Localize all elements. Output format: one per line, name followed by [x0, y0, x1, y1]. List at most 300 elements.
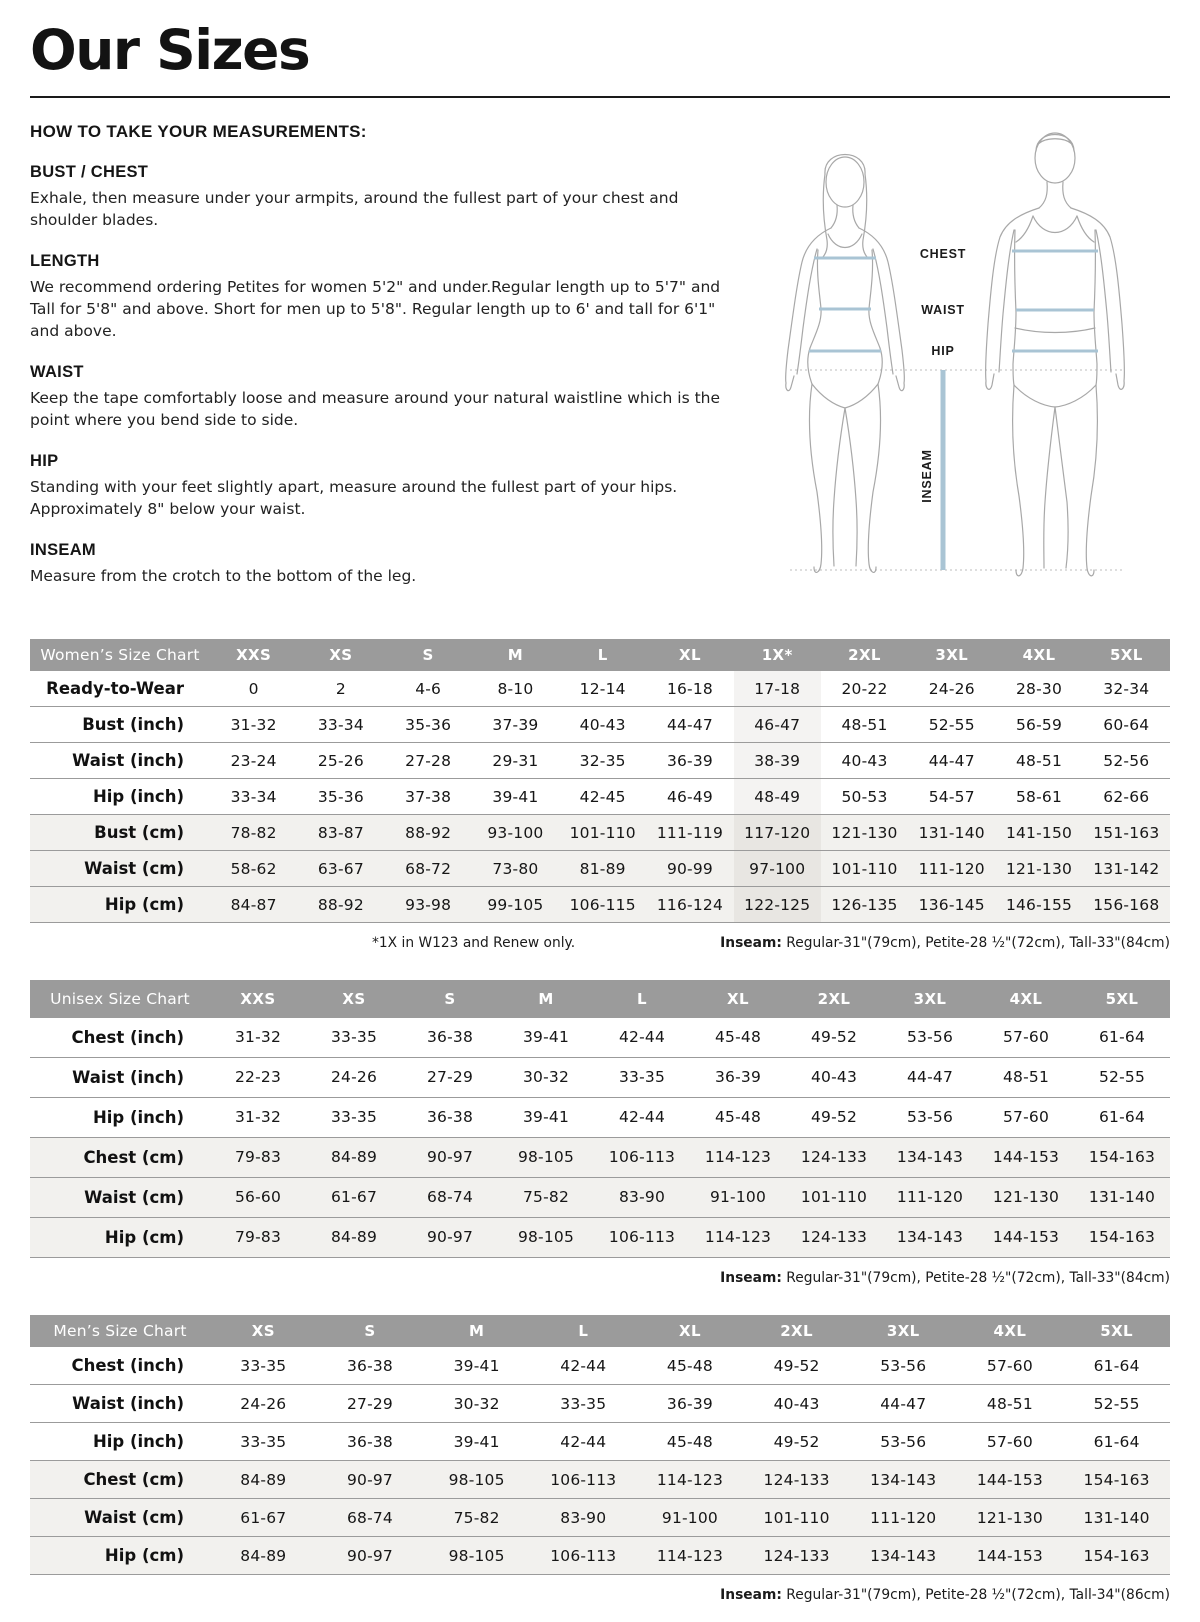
row-label: Chest (inch)	[71, 1356, 184, 1376]
size-cell: 121-130	[1005, 859, 1073, 878]
column-header-xs: XS	[297, 639, 384, 671]
inseam-note: Inseam: Regular-31"(79cm), Petite-28 ½"(72cm), Tall-34"(86cm)	[720, 1587, 1170, 1604]
measurements-section	[30, 122, 1170, 614]
size-cell: 39-41	[492, 787, 539, 806]
size-cell: 36-39	[714, 1068, 762, 1087]
table-row-hip-inch	[30, 1423, 1170, 1461]
column-header-3xl: 3XL	[850, 1315, 957, 1347]
size-cell: 106-115	[569, 895, 636, 914]
size-cell: 27-28	[405, 751, 452, 770]
size-cell: 2	[335, 679, 346, 698]
size-cell: 98-105	[448, 1546, 505, 1565]
size-cell: 39-41	[522, 1028, 570, 1047]
size-cell: 61-64	[1098, 1028, 1146, 1047]
size-cell: 131-142	[1093, 859, 1160, 878]
size-cell: 40-43	[579, 715, 626, 734]
size-cell: 24-26	[240, 1394, 287, 1413]
size-cell: 46-47	[734, 707, 821, 743]
column-header-xl: XL	[690, 980, 786, 1017]
size-cell: 84-89	[240, 1470, 287, 1489]
size-cell: 101-110	[831, 859, 898, 878]
table-row-hip-cm	[30, 1217, 1170, 1257]
column-header-l: L	[530, 1315, 637, 1347]
column-header-5xl: 5XL	[1074, 980, 1170, 1017]
size-cell: 48-51	[1016, 751, 1063, 770]
size-cell: 35-36	[317, 787, 364, 806]
size-cell: 144-153	[976, 1546, 1043, 1565]
measure-paragraph-inseam: Measure from the crotch to the bottom of the leg.	[30, 566, 417, 585]
row-label: Waist (cm)	[84, 859, 184, 879]
size-cell: 75-82	[522, 1188, 570, 1207]
column-header-xs: XS	[210, 1315, 317, 1347]
header-row	[30, 1315, 1170, 1347]
size-cell: 79-83	[234, 1228, 282, 1247]
row-label: Waist (cm)	[84, 1187, 184, 1207]
row-label: Hip (inch)	[92, 1432, 184, 1452]
table-title: Women’s Size Chart	[30, 639, 210, 671]
size-cell: 117-120	[734, 815, 821, 851]
table-row-waist-inch	[30, 743, 1170, 779]
size-cell: 42-44	[560, 1432, 607, 1451]
measure-heading-bust-chest: BUST / CHEST	[30, 162, 149, 181]
size-cell: 62-66	[1103, 787, 1150, 806]
measure-heading-length: LENGTH	[30, 251, 100, 270]
size-cell: 61-64	[1093, 1356, 1140, 1375]
size-cell: 39-41	[522, 1108, 570, 1127]
column-header-l: L	[594, 980, 690, 1017]
size-cell: 91-100	[709, 1188, 767, 1207]
size-cell: 98-105	[448, 1470, 505, 1489]
table-row-hip-inch	[30, 779, 1170, 815]
table-row-chest-inch	[30, 1017, 1170, 1057]
column-header-m: M	[498, 980, 594, 1017]
column-header-3xl: 3XL	[882, 980, 978, 1017]
size-cell: 30-32	[522, 1068, 570, 1087]
size-table-block-men-s-size-chart	[30, 1315, 1170, 1604]
size-cell: 45-48	[714, 1108, 762, 1127]
row-label: Waist (inch)	[72, 751, 184, 771]
measure-heading-hip: HIP	[30, 451, 59, 470]
measurement-diagram	[750, 118, 1170, 598]
size-cell: 42-44	[618, 1028, 666, 1047]
men-s-size-chart-table	[30, 1315, 1170, 1576]
column-header-xl: XL	[637, 1315, 744, 1347]
size-cell: 12-14	[579, 679, 626, 698]
table-row-bust-cm	[30, 815, 1170, 851]
column-header-xxs: XXS	[210, 980, 306, 1017]
footnote-note: *1X in W123 and Renew only.	[372, 935, 576, 952]
size-cell: 83-87	[317, 823, 364, 842]
size-cell: 68-72	[405, 859, 452, 878]
size-cell: 33-35	[240, 1356, 287, 1375]
inseam-note-label: Inseam:	[720, 1587, 782, 1604]
inseam-note-label: Inseam:	[720, 935, 782, 952]
size-cell: 121-130	[992, 1188, 1060, 1207]
size-cell: 53-56	[880, 1432, 927, 1451]
column-header-s: S	[317, 1315, 424, 1347]
size-cell: 106-113	[608, 1228, 676, 1247]
size-cell: 93-100	[487, 823, 544, 842]
inseam-note: Inseam: Regular-31"(79cm), Petite-28 ½"(72cm), Tall-33"(84cm)	[720, 1269, 1170, 1286]
size-cell: 90-97	[426, 1228, 474, 1247]
size-cell: 33-34	[317, 715, 364, 734]
size-cell: 111-120	[870, 1508, 937, 1527]
size-cell: 101-110	[763, 1508, 830, 1527]
row-label: Bust (cm)	[94, 823, 184, 843]
size-cell: 134-143	[896, 1228, 964, 1247]
size-cell: 31-32	[234, 1108, 282, 1127]
size-cell: 57-60	[986, 1356, 1033, 1375]
waist-label: WAIST	[921, 302, 965, 317]
size-cell: 91-100	[661, 1508, 718, 1527]
size-cell: 57-60	[1002, 1108, 1050, 1127]
hip-label: HIP	[931, 343, 955, 358]
size-cell: 154-163	[1083, 1546, 1150, 1565]
size-cell: 144-153	[992, 1148, 1060, 1167]
size-cell: 124-133	[800, 1148, 868, 1167]
size-cell: 58-62	[230, 859, 277, 878]
size-cell: 81-89	[579, 859, 626, 878]
page-title: Our Sizes	[30, 18, 310, 82]
size-cell: 29-31	[492, 751, 539, 770]
column-header-5xl: 5XL	[1083, 639, 1170, 671]
size-cell: 27-29	[426, 1068, 474, 1087]
size-cell: 154-163	[1088, 1228, 1156, 1247]
size-cell: 53-56	[906, 1028, 954, 1047]
size-cell: 45-48	[666, 1356, 713, 1375]
size-cell: 122-125	[734, 887, 821, 923]
row-label: Bust (inch)	[82, 715, 184, 735]
table-row-hip-inch	[30, 1097, 1170, 1137]
column-header-s: S	[402, 980, 498, 1017]
column-header-3xl: 3XL	[908, 639, 995, 671]
size-cell: 154-163	[1088, 1148, 1156, 1167]
size-cell: 20-22	[841, 679, 888, 698]
size-cell: 53-56	[880, 1356, 927, 1375]
size-cell: 75-82	[453, 1508, 500, 1527]
size-cell: 56-60	[234, 1188, 282, 1207]
column-header-m: M	[472, 639, 559, 671]
size-cell: 88-92	[405, 823, 452, 842]
title-divider	[30, 96, 1170, 98]
male-figure	[986, 133, 1125, 576]
size-cell: 141-150	[1005, 823, 1073, 842]
size-cell: 49-52	[810, 1028, 858, 1047]
how-to-sections	[30, 163, 735, 587]
table-row-chest-cm	[30, 1461, 1170, 1499]
size-cell: 61-64	[1098, 1108, 1146, 1127]
column-header-4xl: 4XL	[978, 980, 1074, 1017]
size-cell: 146-155	[1005, 895, 1073, 914]
column-header-2xl: 2XL	[821, 639, 908, 671]
size-cell: 53-56	[906, 1108, 954, 1127]
size-cell: 42-44	[560, 1356, 607, 1375]
table-row-waist-cm	[30, 1499, 1170, 1537]
size-cell: 33-35	[560, 1394, 607, 1413]
size-cell: 36-38	[346, 1432, 393, 1451]
size-cell: 40-43	[841, 751, 888, 770]
size-cell: 83-90	[618, 1188, 666, 1207]
size-cell: 25-26	[317, 751, 364, 770]
size-cell: 33-35	[240, 1432, 287, 1451]
size-cell: 52-55	[1098, 1068, 1146, 1087]
size-cell: 48-49	[734, 779, 821, 815]
size-cell: 144-153	[992, 1228, 1060, 1247]
size-cell: 38-39	[734, 743, 821, 779]
table-footnote	[30, 1587, 1170, 1603]
inseam-note-label: Inseam:	[720, 1269, 782, 1286]
row-label: Chest (cm)	[83, 1147, 184, 1167]
row-label: Chest (inch)	[71, 1027, 184, 1047]
size-cell: 52-55	[928, 715, 975, 734]
size-cell: 156-168	[1093, 895, 1160, 914]
size-cell: 114-123	[704, 1228, 772, 1247]
size-cell: 61-64	[1093, 1432, 1140, 1451]
size-cell: 126-135	[831, 895, 898, 914]
size-cell: 134-143	[870, 1470, 937, 1489]
size-cell: 57-60	[986, 1432, 1033, 1451]
unisex-size-chart-table	[30, 980, 1170, 1258]
size-cell: 61-67	[240, 1508, 287, 1527]
size-cell: 68-74	[426, 1188, 474, 1207]
size-cell: 106-113	[608, 1148, 676, 1167]
size-cell: 31-32	[234, 1028, 282, 1047]
row-label: Hip (cm)	[104, 1227, 184, 1247]
size-cell: 31-32	[230, 715, 277, 734]
size-cell: 33-34	[230, 787, 277, 806]
table-row-ready-to-wear	[30, 671, 1170, 707]
table-row-hip-cm	[30, 1537, 1170, 1575]
size-cell: 111-120	[896, 1188, 964, 1207]
size-cell: 131-140	[1088, 1188, 1156, 1207]
size-cell: 124-133	[800, 1228, 868, 1247]
size-cell: 90-97	[346, 1546, 393, 1565]
size-cell: 39-41	[453, 1356, 500, 1375]
size-cell: 154-163	[1083, 1470, 1150, 1489]
row-label: Waist (inch)	[72, 1394, 184, 1414]
size-cell: 24-26	[928, 679, 975, 698]
size-cell: 33-35	[618, 1068, 666, 1087]
size-cell: 114-123	[656, 1546, 724, 1565]
female-figure	[786, 154, 905, 572]
size-cell: 58-61	[1016, 787, 1063, 806]
size-cell: 134-143	[870, 1546, 937, 1565]
table-row-waist-cm	[30, 851, 1170, 887]
size-cell: 106-113	[550, 1470, 617, 1489]
size-cell: 56-59	[1016, 715, 1063, 734]
size-cell: 28-30	[1016, 679, 1063, 698]
size-cell: 33-35	[330, 1108, 378, 1127]
size-table-block-women-s-size-chart	[30, 639, 1170, 952]
size-cell: 83-90	[560, 1508, 607, 1527]
size-cell: 84-89	[330, 1228, 378, 1247]
row-label: Hip (inch)	[92, 1107, 184, 1127]
size-cell: 111-119	[656, 823, 724, 842]
table-title: Men’s Size Chart	[30, 1315, 210, 1347]
size-cell: 44-47	[928, 751, 975, 770]
column-header-2xl: 2XL	[743, 1315, 850, 1347]
size-cell: 151-163	[1093, 823, 1160, 842]
size-cell: 0	[248, 679, 259, 698]
column-header-l: L	[559, 639, 646, 671]
inseam-label: INSEAM	[920, 449, 934, 503]
column-header-xs: XS	[306, 980, 402, 1017]
size-cell: 131-140	[918, 823, 985, 842]
size-cell: 90-97	[346, 1470, 393, 1489]
size-cell: 48-51	[1002, 1068, 1050, 1087]
table-row-hip-cm	[30, 887, 1170, 923]
size-cell: 52-56	[1103, 751, 1150, 770]
row-label: Waist (inch)	[72, 1067, 184, 1087]
column-header-xxs: XXS	[210, 639, 297, 671]
measure-heading-waist: WAIST	[30, 362, 84, 381]
size-cell: 114-123	[656, 1470, 724, 1489]
size-cell: 134-143	[896, 1148, 964, 1167]
size-cell: 52-55	[1093, 1394, 1140, 1413]
size-cell: 131-140	[1083, 1508, 1150, 1527]
row-label: Hip (cm)	[104, 1546, 184, 1566]
size-cell: 106-113	[550, 1546, 617, 1565]
table-row-chest-inch	[30, 1347, 1170, 1385]
column-header-5xl: 5XL	[1063, 1315, 1170, 1347]
column-header-4xl: 4XL	[957, 1315, 1064, 1347]
size-cell: 99-105	[487, 895, 544, 914]
size-cell: 79-83	[234, 1148, 282, 1167]
size-cell: 30-32	[453, 1394, 500, 1413]
size-cell: 33-35	[330, 1028, 378, 1047]
row-label: Hip (cm)	[104, 895, 184, 915]
measurement-lines	[809, 251, 1098, 351]
header-row	[30, 639, 1170, 671]
size-cell: 49-52	[773, 1356, 820, 1375]
size-cell: 63-67	[317, 859, 364, 878]
size-cell: 8-10	[497, 679, 534, 698]
size-cell: 42-45	[579, 787, 626, 806]
size-cell: 32-35	[579, 751, 626, 770]
table-row-waist-inch	[30, 1385, 1170, 1423]
size-cell: 44-47	[906, 1068, 954, 1087]
size-cell: 73-80	[492, 859, 539, 878]
column-header-m: M	[423, 1315, 530, 1347]
size-cell: 44-47	[880, 1394, 927, 1413]
size-cell: 88-92	[317, 895, 364, 914]
size-cell: 90-97	[426, 1148, 474, 1167]
size-cell: 98-105	[517, 1148, 575, 1167]
size-cell: 45-48	[714, 1028, 762, 1047]
size-cell: 46-49	[666, 787, 713, 806]
size-cell: 23-24	[230, 751, 277, 770]
inseam-note: Inseam: Regular-31"(79cm), Petite-28 ½"(72cm), Tall-33"(84cm)	[720, 935, 1170, 952]
size-cell: 90-99	[666, 859, 713, 878]
size-cell: 49-52	[810, 1108, 858, 1127]
size-cell: 45-48	[666, 1432, 713, 1451]
size-cell: 42-44	[618, 1108, 666, 1127]
size-cell: 35-36	[405, 715, 452, 734]
size-cell: 39-41	[453, 1432, 500, 1451]
size-cell: 97-100	[734, 851, 821, 887]
column-header-1x: 1X*	[734, 639, 821, 671]
size-cell: 124-133	[763, 1546, 830, 1565]
size-cell: 36-39	[666, 1394, 713, 1413]
size-cell: 78-82	[230, 823, 277, 842]
table-footnote	[30, 935, 1170, 951]
measure-paragraph-bust-chest: Exhale, then measure under your armpits, around the fullest part of your chest and shoulder blades.	[30, 188, 679, 229]
size-cell: 121-130	[831, 823, 898, 842]
size-table-block-unisex-size-chart	[30, 980, 1170, 1286]
table-title: Unisex Size Chart	[30, 980, 210, 1017]
chest-label: CHEST	[919, 246, 967, 261]
size-cell: 36-38	[346, 1356, 393, 1375]
row-label: Ready-to-Wear	[46, 679, 184, 699]
size-cell: 48-51	[986, 1394, 1033, 1413]
size-cell: 36-38	[426, 1028, 474, 1047]
size-cell: 57-60	[1002, 1028, 1050, 1047]
size-cell: 4-6	[415, 679, 442, 698]
size-cell: 24-26	[330, 1068, 378, 1087]
size-cell: 27-29	[346, 1394, 393, 1413]
table-footnote	[30, 1270, 1170, 1286]
size-cell: 17-18	[734, 671, 821, 707]
size-cell: 60-64	[1103, 715, 1150, 734]
column-header-xl: XL	[646, 639, 733, 671]
size-cell: 101-110	[800, 1188, 868, 1207]
measure-paragraph-waist: Keep the tape comfortably loose and measure around your natural waistline which is the point where you bend side to side.	[30, 388, 721, 429]
measure-paragraph-hip: Standing with your feet slightly apart, measure around the fullest part of your hips. Approximately 8" below your waist.	[30, 477, 678, 518]
size-cell: 61-67	[330, 1188, 378, 1207]
size-cell: 36-38	[426, 1108, 474, 1127]
women-s-size-chart-table	[30, 639, 1170, 924]
size-cell: 37-39	[492, 715, 539, 734]
size-cell: 144-153	[976, 1470, 1043, 1489]
size-cell: 98-105	[517, 1228, 575, 1247]
size-cell: 136-145	[918, 895, 985, 914]
column-header-2xl: 2XL	[786, 980, 882, 1017]
size-tables	[30, 639, 1170, 1604]
size-cell: 40-43	[810, 1068, 858, 1087]
size-cell: 84-87	[230, 895, 277, 914]
column-header-s: S	[385, 639, 472, 671]
measure-heading-inseam: INSEAM	[30, 540, 96, 559]
size-cell: 16-18	[666, 679, 713, 698]
header-row	[30, 980, 1170, 1017]
size-cell: 36-39	[666, 751, 713, 770]
size-cell: 44-47	[666, 715, 713, 734]
size-cell: 84-89	[240, 1546, 287, 1565]
size-guide-page	[0, 18, 1200, 1604]
size-cell: 49-52	[773, 1432, 820, 1451]
size-cell: 32-34	[1103, 679, 1150, 698]
how-to-heading: HOW TO TAKE YOUR MEASUREMENTS:	[30, 121, 367, 141]
table-row-waist-cm	[30, 1177, 1170, 1217]
size-cell: 114-123	[704, 1148, 772, 1167]
table-row-bust-inch	[30, 707, 1170, 743]
measurement-instructions	[30, 122, 735, 614]
row-label: Waist (cm)	[84, 1508, 184, 1528]
column-header-4xl: 4XL	[995, 639, 1082, 671]
size-cell: 54-57	[928, 787, 975, 806]
measure-paragraph-length: We recommend ordering Petites for women 5'2" and under.Regular length up to 5'7" and Tall for 5'8" and above. Short for men up to 5'8". Regular length up to 6' and tall for 6'1" and above.	[30, 277, 721, 340]
size-cell: 84-89	[330, 1148, 378, 1167]
size-cell: 50-53	[841, 787, 888, 806]
table-row-waist-inch	[30, 1057, 1170, 1097]
dotted-reference-lines	[790, 370, 1124, 570]
size-cell: 40-43	[773, 1394, 820, 1413]
size-cell: 68-74	[346, 1508, 393, 1527]
size-cell: 22-23	[234, 1068, 282, 1087]
size-cell: 121-130	[976, 1508, 1043, 1527]
size-cell: 101-110	[569, 823, 636, 842]
size-cell: 48-51	[841, 715, 888, 734]
